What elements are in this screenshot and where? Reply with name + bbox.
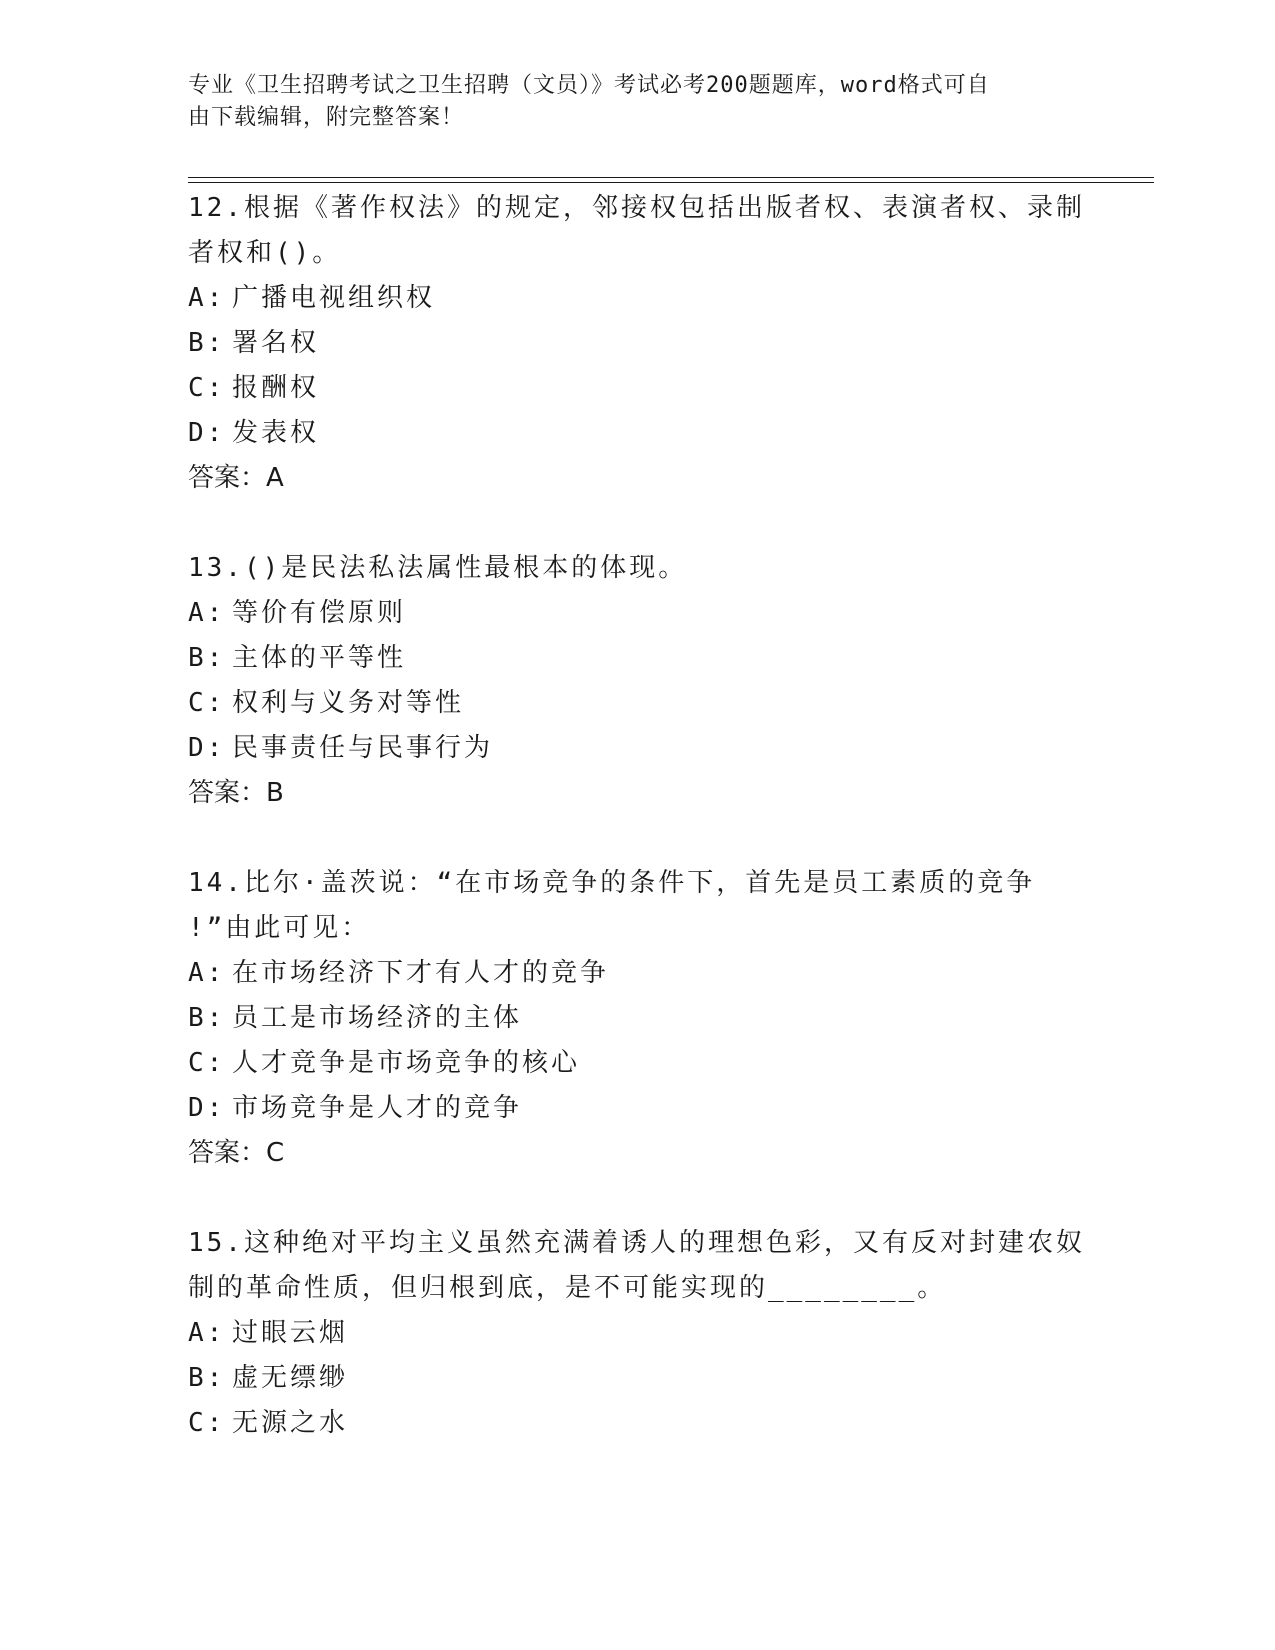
option-text: 员工是市场经济的主体 — [232, 1003, 523, 1033]
option-letter: C: — [188, 1048, 226, 1078]
question-gap — [188, 1176, 1088, 1221]
option-text: 广播电视组织权 — [232, 283, 436, 313]
answer-line: 答案：A — [188, 463, 284, 493]
answer-line: 答案：B — [188, 778, 284, 808]
option-letter: D: — [188, 733, 226, 763]
answer-line: 答案：C — [188, 1138, 285, 1168]
option-letter: A: — [188, 283, 226, 313]
option-letter: B: — [188, 643, 226, 673]
question-stem-line-2: !”由此可见： — [188, 913, 371, 943]
question-stem-line-1: 12.根据《著作权法》的规定，邻接权包括出版者权、表演者权、录制 — [188, 193, 1085, 223]
option-letter: D: — [188, 418, 226, 448]
option-b — [188, 636, 1088, 681]
option-d — [188, 726, 1088, 771]
option-c — [188, 1401, 1088, 1446]
option-a — [188, 276, 1088, 321]
option-text: 民事责任与民事行为 — [232, 733, 494, 763]
question-stem-line-1: 14.比尔·盖茨说：“在市场竞争的条件下，首先是员工素质的竞争 — [188, 868, 1036, 898]
option-b — [188, 321, 1088, 366]
question-stem — [188, 546, 1088, 591]
question-gap — [188, 501, 1088, 546]
option-text: 市场竞争是人才的竞争 — [232, 1093, 523, 1123]
option-text: 虚无缥缈 — [232, 1363, 349, 1393]
question-stem-line-1: 13.()是民法私法属性最根本的体现。 — [188, 553, 688, 583]
header-line-2: 由下载编辑，附完整答案！ — [188, 105, 465, 130]
option-letter: B: — [188, 1003, 226, 1033]
option-text: 过眼云烟 — [232, 1318, 349, 1348]
option-letter: C: — [188, 373, 226, 403]
option-letter: B: — [188, 328, 226, 358]
question-gap — [188, 816, 1088, 861]
question-stem-line-2: 制的革命性质，但归根到底，是不可能实现的________。 — [188, 1273, 947, 1303]
option-text: 在市场经济下才有人才的竞争 — [232, 958, 610, 988]
option-text: 人才竞争是市场竞争的核心 — [232, 1048, 581, 1078]
option-b — [188, 996, 1088, 1041]
option-a — [188, 591, 1088, 636]
header-divider-bottom — [188, 182, 1154, 183]
option-text: 报酬权 — [232, 373, 320, 403]
option-letter: A: — [188, 1318, 226, 1348]
question-13 — [188, 546, 1088, 816]
option-text: 署名权 — [232, 328, 320, 358]
option-letter: A: — [188, 598, 226, 628]
option-c — [188, 366, 1088, 411]
header-line-1: 专业《卫生招聘考试之卫生招聘（文员）》考试必考200题题库，word格式可自 — [188, 73, 990, 98]
option-d — [188, 411, 1088, 456]
option-text: 等价有偿原则 — [232, 598, 407, 628]
option-text: 权利与义务对等性 — [232, 688, 465, 718]
option-d — [188, 1086, 1088, 1131]
question-stem-line-1: 15.这种绝对平均主义虽然充满着诱人的理想色彩，又有反对封建农奴 — [188, 1228, 1085, 1258]
option-c — [188, 1041, 1088, 1086]
option-a — [188, 1311, 1088, 1356]
question-stem-line-2: 者权和()。 — [188, 238, 342, 268]
option-text: 无源之水 — [232, 1408, 349, 1438]
option-b — [188, 1356, 1088, 1401]
option-c — [188, 681, 1088, 726]
option-letter: D: — [188, 1093, 226, 1123]
option-letter: C: — [188, 1408, 226, 1438]
question-list — [188, 186, 1088, 1446]
option-letter: A: — [188, 958, 226, 988]
option-a — [188, 951, 1088, 996]
question-14 — [188, 861, 1088, 1176]
question-stem — [188, 861, 1088, 951]
question-stem — [188, 186, 1088, 276]
question-15 — [188, 1221, 1088, 1446]
document-header — [188, 70, 1068, 134]
option-text: 发表权 — [232, 418, 320, 448]
question-12 — [188, 186, 1088, 501]
option-letter: B: — [188, 1363, 226, 1393]
option-text: 主体的平等性 — [232, 643, 407, 673]
question-stem — [188, 1221, 1088, 1311]
option-letter: C: — [188, 688, 226, 718]
header-divider-top — [188, 177, 1154, 178]
